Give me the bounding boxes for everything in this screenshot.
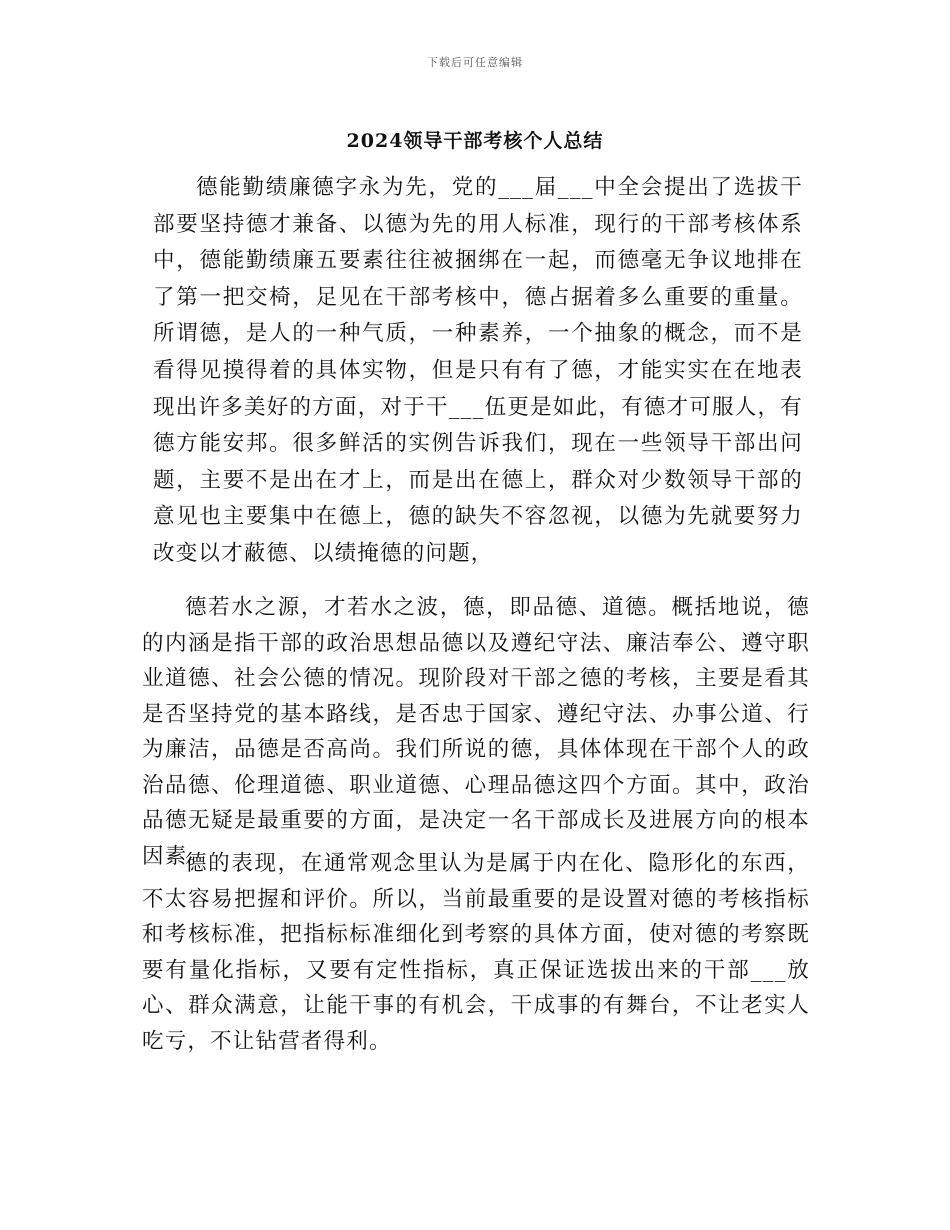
paragraph-1: 德能勤绩廉德字永为先，党的___届___中全会提出了选拔干部要坚持德才兼备、以德为先的用人标准，现行的干部考核体系中，德能勤绩廉五要素往往被捆绑在一起，而德毫无争议地排在了第一把交椅，足见在干部考核中，德占据着多么重要的重量。所谓德，是人的一种气质，一种素养，一个抽象的概念，而不是看得见摸得着的具体实物，但是只有有了德，才能实实在在地表现出许多美好的方面，对于干___伍更是如此，有德才可服人，有德方能安邦。很多鲜活的实例告诉我们，现在一些领导干部出问题，主要不是出在才上，而是出在德上，群众对少数领导干部的意见也主要集中在德上，德的缺失不容忽视，以德为先就要努力改变以才蔽德、以绩掩德的问题， — [153, 175, 803, 566]
document-title: 2024领导干部考核个人总结 — [346, 130, 604, 152]
paragraph-2: 德若水之源，才若水之波，德，即品德、道德。概括地说，德的内涵是指干部的政治思想品德以及遵纪守法、廉洁奉公、遵守职业道德、社会公德的情况。现阶段对干部之德的考核，主要是看其是否坚持党的基本路线，是否忠于国家、遵纪守法、办事公道、行为廉洁，品德是否高尚。我们所说的德，具体体现在干部个人的政治品德、伦理道德、职业道德、心理品德这四个方面。其中，政治品德无疑是最重要的方面，是决定一名干部成长及进展方向的根本因素。 — [142, 595, 810, 869]
header-note: 下载后可任意编辑 — [427, 56, 523, 69]
paragraph-3: 德的表现，在通常观念里认为是属于内在化、隐形化的东西，不太容易把握和评价。所以，当前最重要的是设置对德的考核指标和考核标准，把指标标准细化到考察的具体方面，使对德的考察既要有量化指标，又要有定性指标，真正保证选拔出来的干部___放心、群众满意，让能干事的有机会，干成事的有舞台，不让老实人吃亏，不让钻营者得利。 — [142, 851, 810, 1054]
